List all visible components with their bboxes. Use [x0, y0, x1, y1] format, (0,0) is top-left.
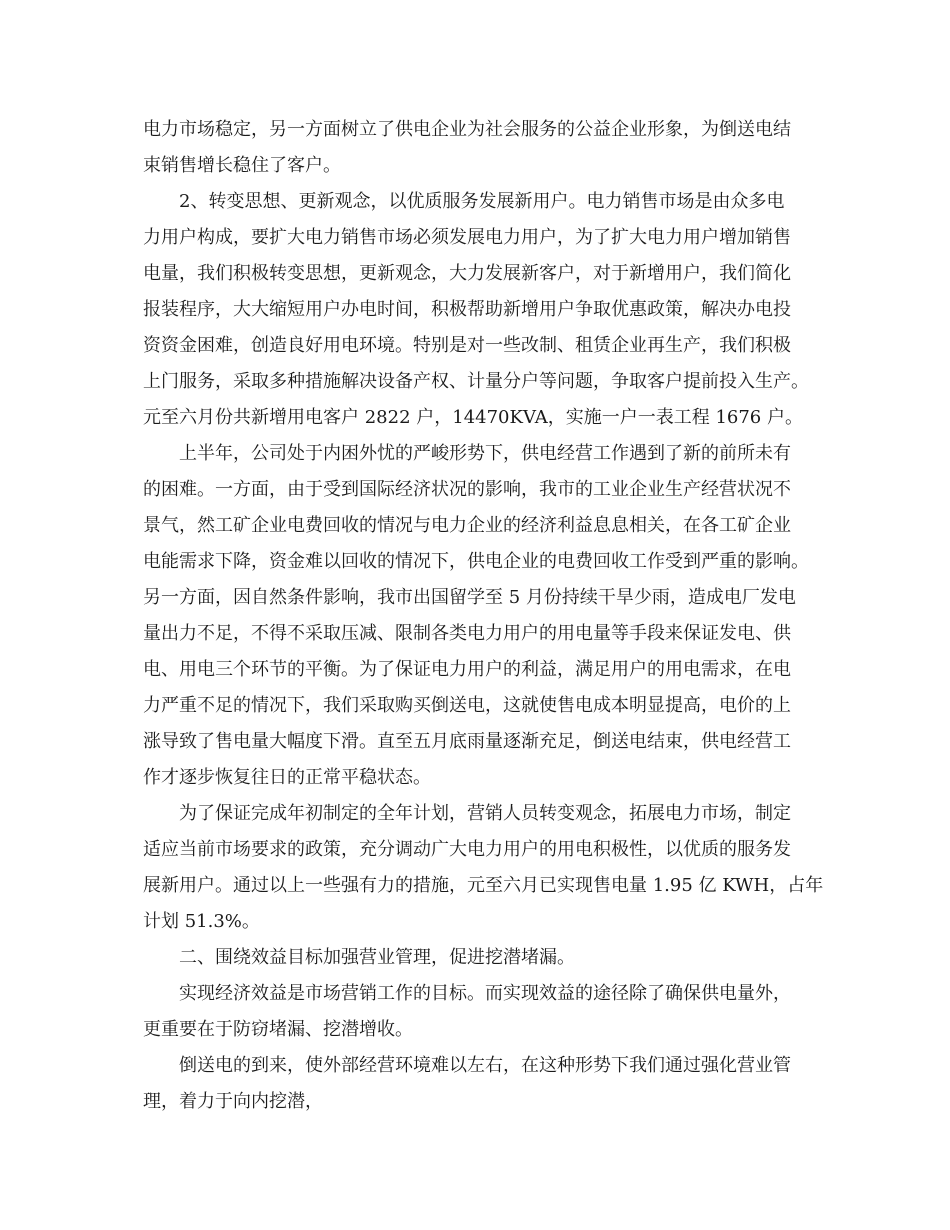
text-line: 作才逐步恢复往日的正常平稳状态。 — [143, 767, 431, 788]
text-line: 上半年，公司处于内困外忧的严峻形势下，供电经营工作遇到了新的前所未有 — [179, 443, 791, 464]
paragraph-economic-benefit — [143, 976, 833, 1048]
text-line: 更重要在于防窃堵漏、挖潜增收。 — [143, 1019, 413, 1040]
text-line: 束销售增长稳住了客户。 — [143, 155, 341, 176]
text-line: 计划 51.3%。 — [143, 911, 260, 932]
text-line: 元至六月份共新增用电客户 2822 户，14470KVA，实施一户一表工程 1676 户。 — [143, 407, 803, 428]
text-line: 景气，然工矿企业电费回收的情况与电力企业的经济利益息息相关，在各工矿企业 — [143, 515, 791, 536]
text-line: 电力市场稳定，另一方面树立了供电企业为社会服务的公益企业形象，为倒送电结 — [143, 119, 791, 140]
text-line: 2、转变思想、更新观念，以优质服务发展新用户。电力销售市场是由众多电 — [179, 191, 785, 212]
text-line: 电量，我们积极转变思想，更新观念，大力发展新客户，对于新增用户，我们简化 — [143, 263, 791, 284]
document-body — [143, 112, 833, 1120]
text-line: 倒送电的到来，使外部经营环境难以左右，在这种形势下我们通过强化营业管 — [179, 1055, 791, 1076]
text-line: 量出力不足，不得不采取压减、限制各类电力用户的用电量等手段来保证发电、供 — [143, 623, 791, 644]
text-line: 另一方面，因自然条件影响，我市出国留学至 5 月份持续干旱少雨，造成电厂发电 — [143, 587, 796, 608]
paragraph-reverse-power — [143, 1048, 833, 1120]
text-line: 报装程序，大大缩短用户办电时间，积极帮助新增用户争取优惠政策，解决办电投 — [143, 299, 791, 320]
paragraph-annual-plan — [143, 796, 833, 940]
text-line: 理，着力于向内挖潜， — [143, 1091, 323, 1112]
text-line: 上门服务，采取多种措施解决设备产权、计量分户等问题，争取客户提前投入生产。 — [143, 371, 809, 392]
paragraph-first-half-situation — [143, 436, 833, 796]
text-line: 实现经济效益是市场营销工作的目标。而实现效益的途径除了确保供电量外， — [179, 983, 791, 1004]
paragraph-continuation — [143, 112, 833, 184]
section-heading — [143, 940, 833, 976]
text-line: 的困难。一方面，由于受到国际经济状况的影响，我市的工业企业生产经营状况不 — [143, 479, 791, 500]
text-line: 为了保证完成年初制定的全年计划，营销人员转变观念，拓展电力市场，制定 — [179, 803, 791, 824]
paragraph-new-customers — [143, 184, 833, 436]
text-line: 资资金困难，创造良好用电环境。特别是对一些改制、租赁企业再生产，我们积极 — [143, 335, 791, 356]
text-line: 涨导致了售电量大幅度下滑。直至五月底雨量逐渐充足，倒送电结束，供电经营工 — [143, 731, 791, 752]
text-line: 适应当前市场要求的政策，充分调动广大电力用户的用电积极性，以优质的服务发 — [143, 839, 791, 860]
text-line: 二、围绕效益目标加强营业管理，促进挖潜堵漏。 — [179, 947, 575, 968]
text-line: 展新用户。通过以上一些强有力的措施，元至六月已实现售电量 1.95 亿 KWH，占年 — [143, 875, 824, 896]
text-line: 力严重不足的情况下，我们采取购买倒送电，这就使售电成本明显提高，电价的上 — [143, 695, 791, 716]
text-line: 电能需求下降，资金难以回收的情况下，供电企业的电费回收工作受到严重的影响。 — [143, 551, 809, 572]
text-line: 电、用电三个环节的平衡。为了保证电力用户的利益，满足用户的用电需求，在电 — [143, 659, 791, 680]
text-line: 力用户构成，要扩大电力销售市场必须发展电力用户，为了扩大电力用户增加销售 — [143, 227, 791, 248]
